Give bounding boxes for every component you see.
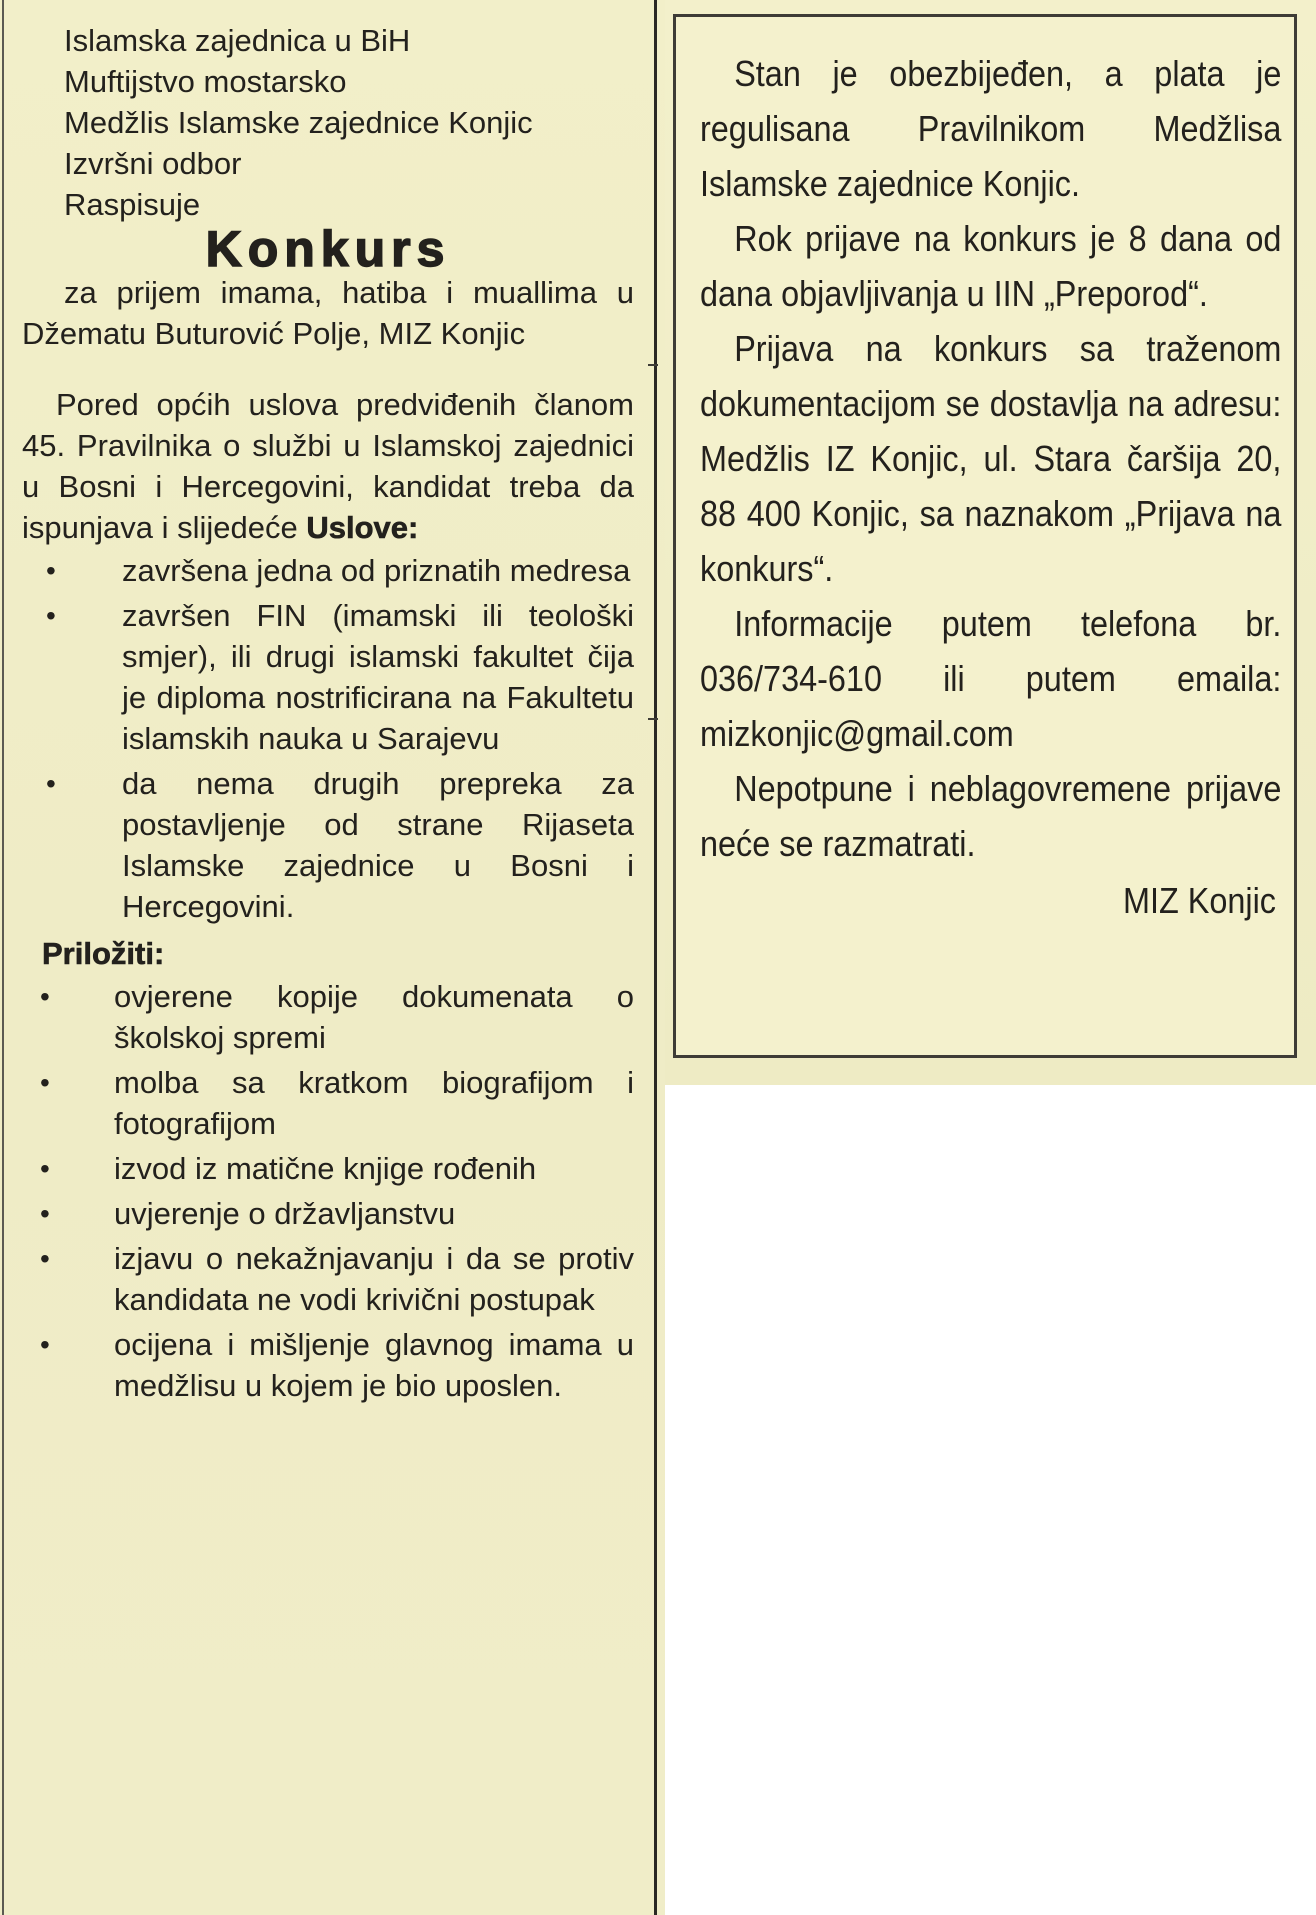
attachments-heading: Priložiti:	[42, 936, 165, 971]
bullet-icon: •	[40, 1243, 50, 1274]
info-paragraph: Prijava na konkurs sa traženom dokumentacijom se dostavlja na adresu: Medžlis IZ Konjic, ul. Stara čaršija 20, 88 400 Konjic, sa naznakom „Prijava na konkurs“.	[700, 328, 1282, 589]
header-line: Islamska zajednica u BiH	[64, 23, 411, 58]
header-line: Raspisuje	[64, 187, 201, 222]
list-item: • završen FIN (imamski ili teološki smjer), ili drugi islamski fakultet čija je diploma nostrificirana na Fakultetu islamskih nauka u Sarajevu	[22, 595, 634, 759]
list-item: • završena jedna od priznatih medresa	[22, 550, 634, 591]
bullet-icon: •	[46, 768, 56, 799]
left-edge-rule	[2, 0, 4, 1915]
header-line: Medžlis Islamske zajednice Konjic	[64, 105, 533, 140]
announcement-subtitle	[22, 272, 634, 354]
signature: MIZ Konjic	[1122, 880, 1276, 921]
list-item: • da nema drugih prepreka za postavljenje od strane Rijaseta Islamske zajednice u Bosni i Hercegovini.	[22, 763, 634, 927]
bullet-icon: •	[46, 555, 56, 586]
info-box-content	[700, 46, 1281, 928]
bullet-icon: •	[40, 1329, 50, 1360]
subtitle-text: za prijem imama, hatiba i muallima u Džematu Buturović Polje, MIZ Konjic	[22, 275, 634, 351]
list-item: • uvjerenje o državljanstvu	[22, 1193, 634, 1234]
info-paragraph: Informacije putem telefona br. 036/734-610 ili putem emaila: mizkonjic@gmail.com	[700, 603, 1282, 754]
list-item: • izjavu o nekažnjavanju i da se protiv kandidata ne vodi krivični postupak	[22, 1238, 634, 1320]
list-item: • molba sa kratkom biografijom i fotografijom	[22, 1062, 634, 1144]
list-item: • izvod iz matične knjige rođenih	[22, 1148, 634, 1189]
attachments-list	[22, 976, 634, 1406]
info-paragraph: Nepotpune i neblagovremene prijave neće se razmatrati.	[700, 768, 1282, 864]
intro-text: Pored općih uslova predviđenih članom 45. Pravilnika o službi u Islamskoj zajednici u Bosni i Hercegovini, kandidat treba da ispunjava i slijedeće	[22, 387, 634, 545]
column-divider-rule	[654, 0, 657, 1915]
bullet-icon: •	[40, 1198, 50, 1229]
bullet-icon: •	[40, 981, 50, 1012]
info-paragraph: Stan je obezbijeđen, a plata je regulisana Pravilnikom Medžlisa Islamske zajednice Konjic.	[700, 53, 1282, 204]
bullet-icon: •	[40, 1153, 50, 1184]
announcement-title: Konkurs	[205, 221, 451, 277]
conditions-list	[22, 550, 634, 927]
list-item: • ovjerene kopije dokumenata o školskoj spremi	[22, 976, 634, 1058]
divider-tick	[648, 718, 658, 720]
bullet-icon: •	[40, 1067, 50, 1098]
header-line: Izvršni odbor	[64, 146, 242, 181]
intro-paragraph	[22, 384, 634, 548]
bullet-icon: •	[46, 600, 56, 631]
conditions-heading: Uslove:	[306, 510, 419, 545]
announcement-left-column	[22, 20, 634, 1412]
divider-tick	[648, 364, 658, 366]
header-line: Muftijstvo mostarsko	[64, 64, 347, 99]
list-item: • ocijena i mišljenje glavnog imama u medžlisu u kojem je bio uposlen.	[22, 1324, 634, 1406]
info-paragraph: Rok prijave na konkurs je 8 dana od dana objavljivanja u IIN „Preporod“.	[700, 218, 1282, 314]
